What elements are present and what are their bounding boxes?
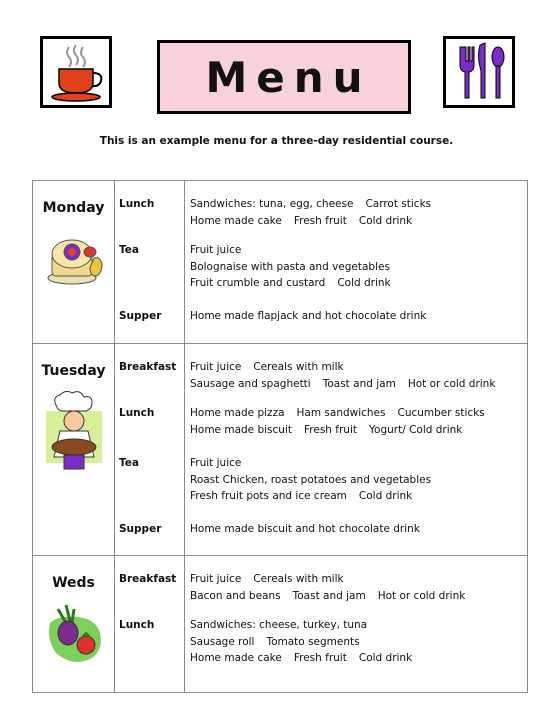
food-line: [190, 308, 426, 325]
meal-cell: [115, 344, 185, 556]
food-line: [190, 588, 465, 605]
food-item: Fruit juice: [190, 244, 242, 256]
food-line: [190, 196, 431, 213]
food-item: Home made flapjack and hot chocolate drink: [190, 310, 427, 322]
food-item: Home made biscuit: [190, 423, 292, 436]
food-list: [185, 196, 431, 229]
day-name: Monday: [42, 200, 105, 216]
food-item: Home made biscuit and hot chocolate drink: [190, 523, 420, 535]
day-name: Weds: [52, 575, 95, 591]
food-cell: [185, 344, 528, 556]
meal-label: Lunch: [119, 198, 155, 210]
meal-label: Supper: [119, 310, 162, 322]
food-item: Bolognaise with pasta and vegetables: [190, 260, 390, 273]
food-item: Carrot sticks: [365, 198, 432, 210]
food-item: Yogurt/ Cold drink: [369, 423, 463, 436]
food-cell: [185, 556, 528, 693]
food-item: Cold drink: [358, 214, 413, 227]
food-item: Toast and jam: [322, 377, 396, 390]
food-item: Cold drink: [337, 277, 391, 289]
food-line: [190, 405, 485, 422]
coffee-cup-icon: [40, 36, 112, 108]
food-item: Sausage roll: [190, 635, 255, 648]
food-line: [190, 213, 431, 230]
food-line: [190, 650, 412, 667]
day-row-tuesday: [33, 344, 528, 556]
food-line: [190, 376, 495, 393]
food-item: Cold drink: [358, 652, 413, 664]
title-banner: [157, 40, 411, 114]
food-line: [190, 571, 465, 588]
food-item: Toast and jam: [292, 589, 366, 602]
page-title: Menu: [205, 52, 372, 102]
cutlery-icon: [443, 36, 515, 108]
food-line: [190, 359, 495, 376]
food-item: Sandwiches: cheese, turkey, tuna: [190, 619, 368, 631]
subtitle: This is an example menu for a three-day residential course.: [99, 135, 454, 147]
day-cell: [33, 556, 115, 693]
food-item: Hot or cold drink: [407, 377, 496, 390]
food-item: Sandwiches: tuna, egg, cheese: [190, 198, 354, 210]
food-item: Fruit juice: [190, 457, 242, 469]
day-cell: [33, 181, 115, 344]
food-line: [190, 455, 431, 472]
food-line: [190, 242, 391, 259]
food-item: Fresh fruit: [293, 214, 347, 227]
food-line: [190, 422, 485, 439]
food-item: Cereals with milk: [253, 361, 344, 373]
food-item: Ham sandwiches: [296, 407, 386, 419]
food-line: [190, 259, 391, 276]
meal-cell: [115, 556, 185, 693]
day-cell: [33, 344, 115, 556]
food-list: [185, 359, 495, 392]
food-item: Home made cake: [190, 652, 282, 664]
meal-label: Breakfast: [119, 361, 177, 373]
meal-label: Supper: [119, 523, 162, 535]
food-item: Sausage and spaghetti: [190, 377, 311, 390]
food-list: [185, 571, 465, 604]
day-name: Tuesday: [41, 363, 106, 379]
food-list: [185, 242, 391, 292]
food-item: Fruit crumble and custard: [190, 277, 326, 289]
vegetables-icon: [44, 603, 104, 669]
meal-label: Tea: [119, 457, 139, 469]
food-item: Cold drink: [358, 490, 413, 502]
meal-label: Lunch: [119, 407, 155, 419]
food-item: Bacon and beans: [190, 589, 281, 602]
food-list: [185, 455, 431, 505]
food-item: Cucumber sticks: [397, 407, 485, 419]
food-line: [190, 634, 412, 651]
meal-cell: [115, 181, 185, 344]
food-item: Fresh fruit: [304, 423, 357, 436]
food-line: [190, 488, 431, 505]
meal-label: Breakfast: [119, 573, 177, 585]
food-item: Tomato segments: [266, 635, 360, 648]
day-row-monday: [33, 181, 528, 344]
food-line: [190, 521, 420, 538]
food-item: Roast Chicken, roast potatoes and vegetables: [190, 473, 432, 486]
food-list: [185, 308, 426, 325]
food-item: Fruit juice: [190, 573, 242, 585]
meal-label: Tea: [119, 244, 139, 256]
cake-icon: [44, 228, 104, 292]
food-item: Hot or cold drink: [377, 589, 466, 602]
food-item: Home made cake: [190, 214, 282, 227]
food-list: [185, 617, 412, 667]
food-item: Fresh fruit: [293, 652, 347, 664]
food-item: Cereals with milk: [253, 573, 344, 585]
meal-label: Lunch: [119, 619, 155, 631]
chef-icon: [42, 391, 106, 477]
food-cell: [185, 181, 528, 344]
menu-table: [32, 180, 528, 693]
food-line: [190, 472, 431, 489]
food-line: [190, 617, 412, 634]
food-list: [185, 405, 485, 438]
food-item: Fresh fruit pots and ice cream: [190, 490, 347, 502]
food-item: Fruit juice: [190, 361, 242, 373]
food-line: [190, 275, 391, 292]
food-item: Home made pizza: [190, 407, 285, 419]
food-list: [185, 521, 420, 538]
day-row-weds: [33, 556, 528, 693]
